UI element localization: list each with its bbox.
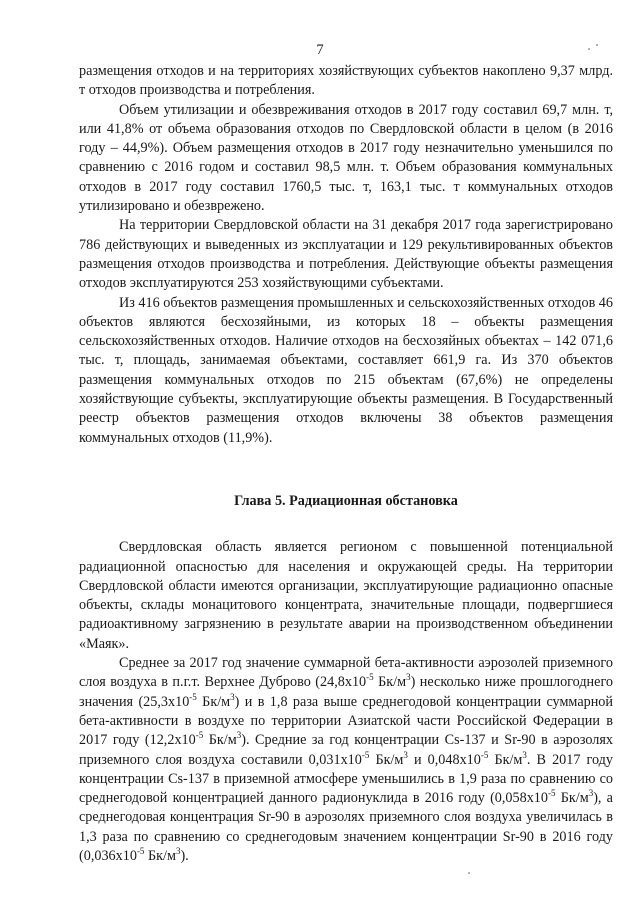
paragraph-continuation: размещения отходов и на территориях хозяйствующих субъектов накоплено 9,37 млрд. т отходов производства и потребления. <box>79 63 613 99</box>
text-run: и 0,048х10 <box>407 751 481 768</box>
exponent: 3 <box>175 845 181 856</box>
page-number: 7 <box>316 42 324 58</box>
exponent: 3 <box>236 730 242 741</box>
paragraph-waste-utilization: Объем утилизации и обезвреживания отходов в 2017 году составил 69,7 млн. т, или 41,8% от объема образования отходов по Свердловской области в целом (в 2016 году – 44,9%). Объем размещения отходов в 2017 году незначительно уменьшился по сравнению с 2016 годом и составил 98,5 млн. т. Объем образования коммунальных отходов в 2017 году составил 1760,5 тыс. т, 163,1 тыс. т коммунальных отходов утилизировано и обезврежено. <box>79 101 613 215</box>
paragraph-waste-registry: На территории Свердловской области на 31 декабря 2017 года зарегистрировано 786 действующих и выведенных из эксплуатации и 129 рекультивированных объектов размещения отходов производства и потребления. Действующие объекты размещения отходов эксплуатируются 253 хозяйствующими субъектами. <box>79 217 613 292</box>
scan-speck <box>596 44 598 46</box>
text-run: ) несколько ниже прошлогоднего значения (25,3х10 <box>79 674 613 710</box>
text-run: . В 2017 году концентрации Cs-137 в приземной атмосфере уменьшились в 1,9 раза по сравнению со среднегодовой концентрацией данного радионуклида в 2016 году (0,058х10 <box>79 751 613 807</box>
paragraph-radiation-intro: Свердловская область является регионом с повышенной потенциальной радиационной опасностью для населения и окружающей среды. На территории Свердловской области имеются организации, эксплуатирующие радиационно опасные объекты, склады монацитового концентрата, значительные площади, подвергшиеся радиоактивному загрязнению в результате аварии на производственном объединении «Маяк». <box>79 539 613 652</box>
text-run: ). Средние за год концентрации Cs-137 и Sr-90 в аэрозолях приземного слоя воздуха составили 0,031х10 <box>79 732 613 768</box>
exponent: 3 <box>588 788 594 799</box>
exponent: -5 <box>366 672 374 683</box>
exponent: -5 <box>195 730 204 741</box>
scan-speck <box>588 48 590 50</box>
exponent: 3 <box>230 691 235 702</box>
unit: Бк/м <box>555 790 589 807</box>
text-run: Среднее за 2017 год значение суммарной бета-активности аэрозолей приземного слоя воздуха в п.г.т. Верхнее Дуброво (24,8х10 <box>79 655 613 691</box>
exponent: -5 <box>361 749 370 760</box>
exponent: -5 <box>548 788 556 799</box>
exponent: -5 <box>136 845 145 856</box>
exponent: -5 <box>480 749 489 760</box>
exponent: 3 <box>522 749 527 760</box>
unit: Бк/м <box>196 693 231 710</box>
paragraph-beta-activity <box>79 654 613 866</box>
unit: Бк/м <box>203 732 237 749</box>
exponent: -5 <box>189 691 197 702</box>
unit: Бк/м <box>488 751 523 768</box>
paragraph-ownerless-objects: Из 416 объектов размещения промышленных и сельскохозяйственных отходов 46 объектов являются бесхозяйными, из которых 18 – объекты размещения сельскохозяйственных отходов. Наличие отходов на бесхозяйных объектах – 142 071,6 тыс. т, площадь, занимаемая объектами, составляет 661,9 га. Из 370 объектов размещения коммунальных отходов по 215 объектам (67,6%) не определены хозяйствующие субъекты, эксплуатирующие объекты размещения. В Государственный реестр объектов размещения отходов включены 38 объектов размещения коммунальных отходов (11,9%). <box>79 294 613 446</box>
unit: Бк/м <box>369 751 404 768</box>
unit: Бк/м <box>144 847 176 864</box>
text-run: ) и в 1,8 раза выше среднегодовой концентрации суммарной бета-активности в воздухе по территории Азиатской части Российской Федерации в 2017 году (12,2х10 <box>79 693 613 749</box>
unit: Бк/м <box>373 674 407 691</box>
text-run: ), а среднегодовая концентрация Sr-90 в аэрозолях приземного слоя воздуха увеличилась в 1,3 раза по сравнению со среднегодовым значением концентрации Sr-90 в 2016 году (0,036х10 <box>79 790 613 864</box>
exponent: 3 <box>403 749 408 760</box>
text-run: ). <box>180 847 189 864</box>
exponent: 3 <box>406 672 411 683</box>
chapter-heading: Глава 5. Радиационная обстановка <box>234 492 458 509</box>
page-body <box>79 62 613 866</box>
scan-speck <box>468 872 470 874</box>
